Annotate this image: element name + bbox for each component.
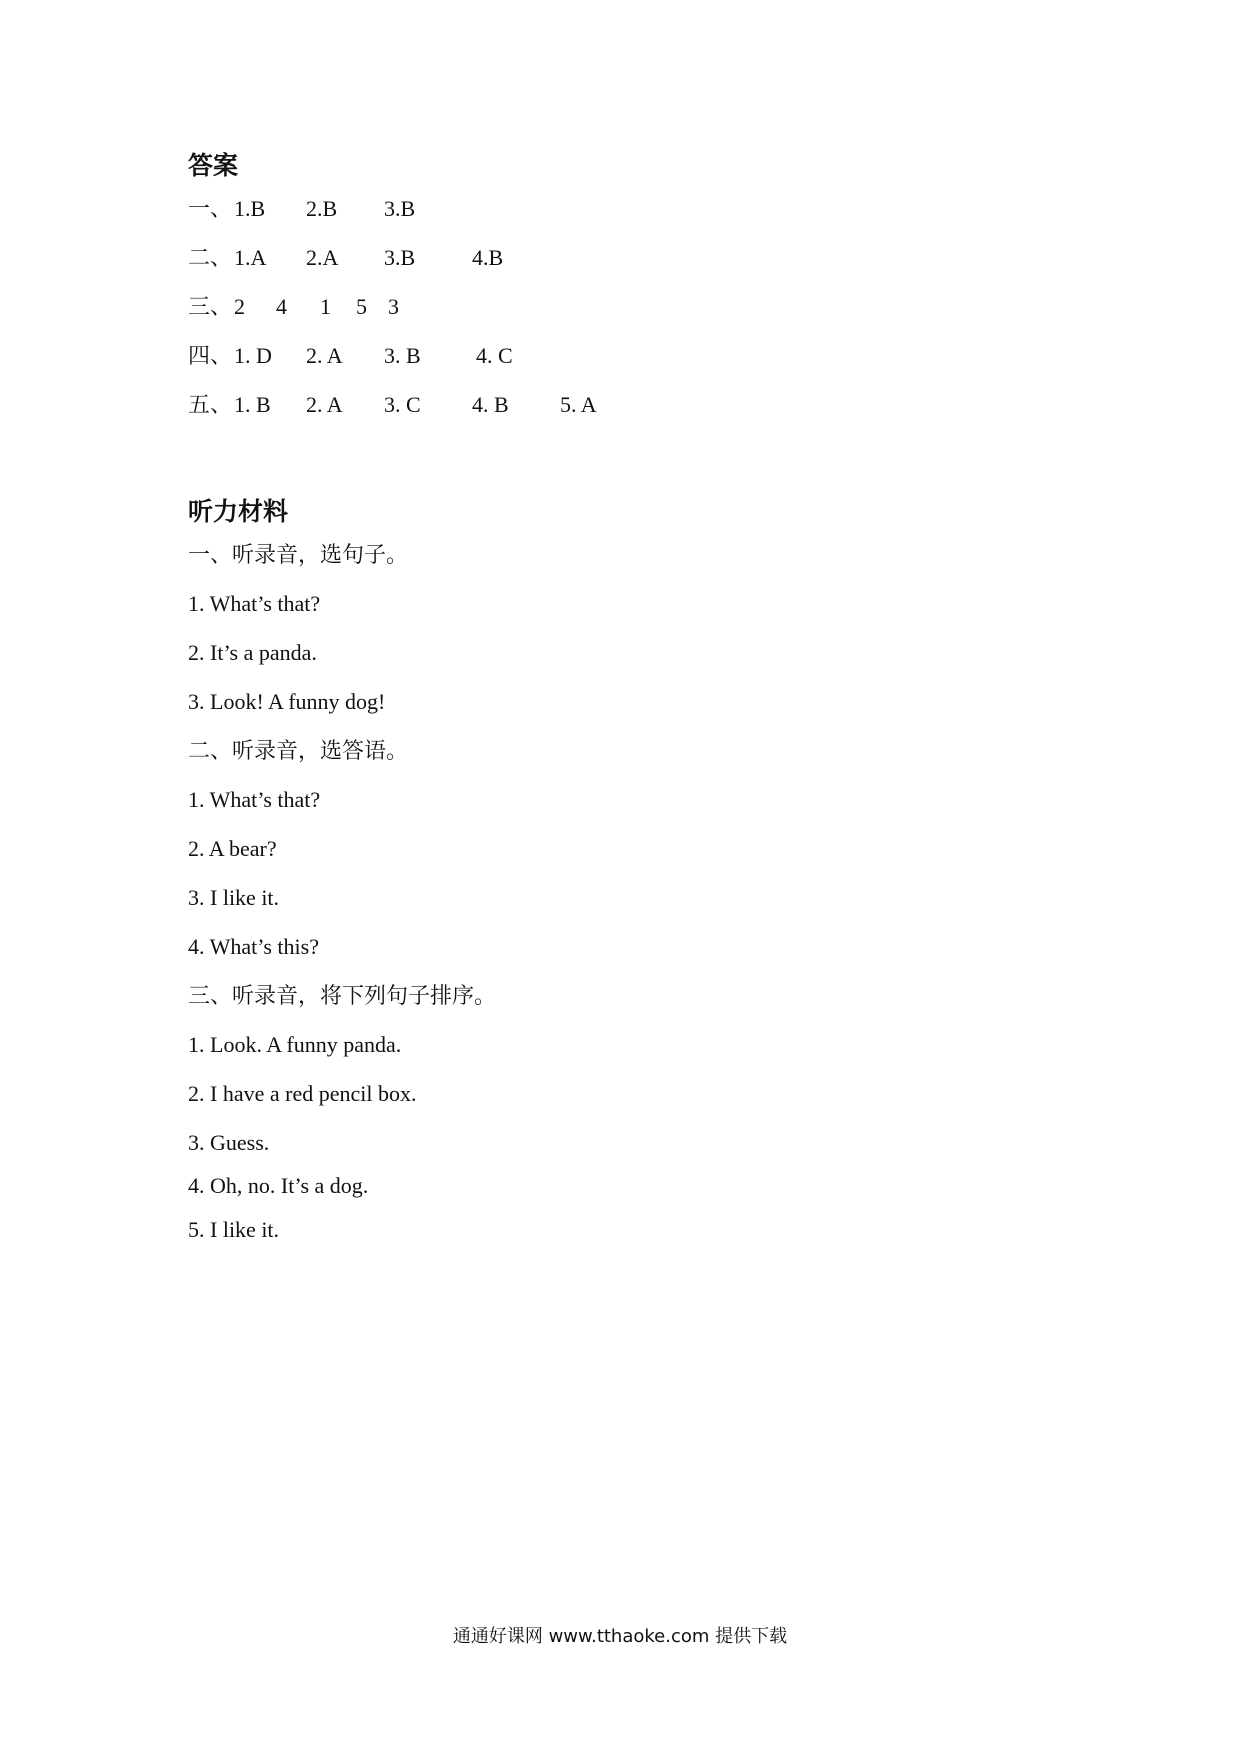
answer-row-label: 五、 (188, 392, 233, 417)
listening-line: 一、听录音，选句子。 (188, 542, 409, 567)
answer-item: 5 (356, 294, 367, 319)
answer-row-label: 一、 (188, 196, 233, 221)
answer-item: 2. A (306, 343, 343, 368)
listening-line: 三、听录音，将下列句子排序。 (188, 983, 497, 1008)
answer-item: 4 (276, 294, 287, 319)
listening-line: 1. What’s that? (188, 787, 321, 812)
answer-item: 2.B (306, 196, 338, 221)
answer-item: 5. A (560, 392, 597, 417)
answer-row-3 (188, 282, 1088, 331)
answer-item: 3.B (384, 196, 416, 221)
listening-line: 4. What’s this? (188, 934, 319, 959)
answers-section (188, 150, 1088, 429)
answers-title: 答案 (188, 153, 239, 180)
answer-row-label: 三、 (188, 294, 233, 319)
answer-item: 1. B (234, 392, 271, 417)
answer-item: 1 (320, 294, 331, 319)
answer-row-4 (188, 331, 1088, 380)
answer-item: 3. B (384, 343, 421, 368)
listening-line: 2. I have a red pencil box. (188, 1081, 417, 1106)
answer-row-label: 四、 (188, 343, 233, 368)
answer-item: 3. C (384, 392, 421, 417)
answer-item: 1. D (234, 343, 272, 368)
answer-row-2 (188, 233, 1088, 282)
listening-line: 1. What’s that? (188, 591, 321, 616)
listening-line: 2. A bear? (188, 836, 277, 861)
answer-item: 4. B (472, 392, 509, 417)
listening-line: 二、听录音，选答语。 (188, 738, 409, 763)
answer-item: 3 (388, 294, 399, 319)
listening-line: 1. Look. A funny panda. (188, 1032, 402, 1057)
answer-item: 2 (234, 294, 245, 319)
listening-line: 4. Oh, no. It’s a dog. (188, 1173, 369, 1198)
answer-row-5 (188, 380, 1088, 429)
listening-title: 听力材料 (188, 499, 289, 526)
answer-item: 2. A (306, 392, 343, 417)
listening-line: 5. I like it. (188, 1217, 280, 1242)
answer-item: 4.B (472, 245, 504, 270)
listening-line: 3. Guess. (188, 1130, 270, 1155)
answer-item: 1.A (234, 245, 267, 270)
answer-item: 4. C (476, 343, 513, 368)
listening-line: 3. Look! A funny dog! (188, 689, 386, 714)
listening-line: 2. It’s a panda. (188, 640, 317, 665)
page-footer: 通通好课网 www.tthaoke.com 提供下载 (452, 1626, 788, 1647)
listening-section (188, 496, 1088, 1254)
answer-row-1 (188, 184, 1088, 233)
answer-item: 2.A (306, 245, 339, 270)
answer-item: 3.B (384, 245, 416, 270)
answer-item: 1.B (234, 196, 266, 221)
answer-row-label: 二、 (188, 245, 233, 270)
listening-line: 3. I like it. (188, 885, 280, 910)
